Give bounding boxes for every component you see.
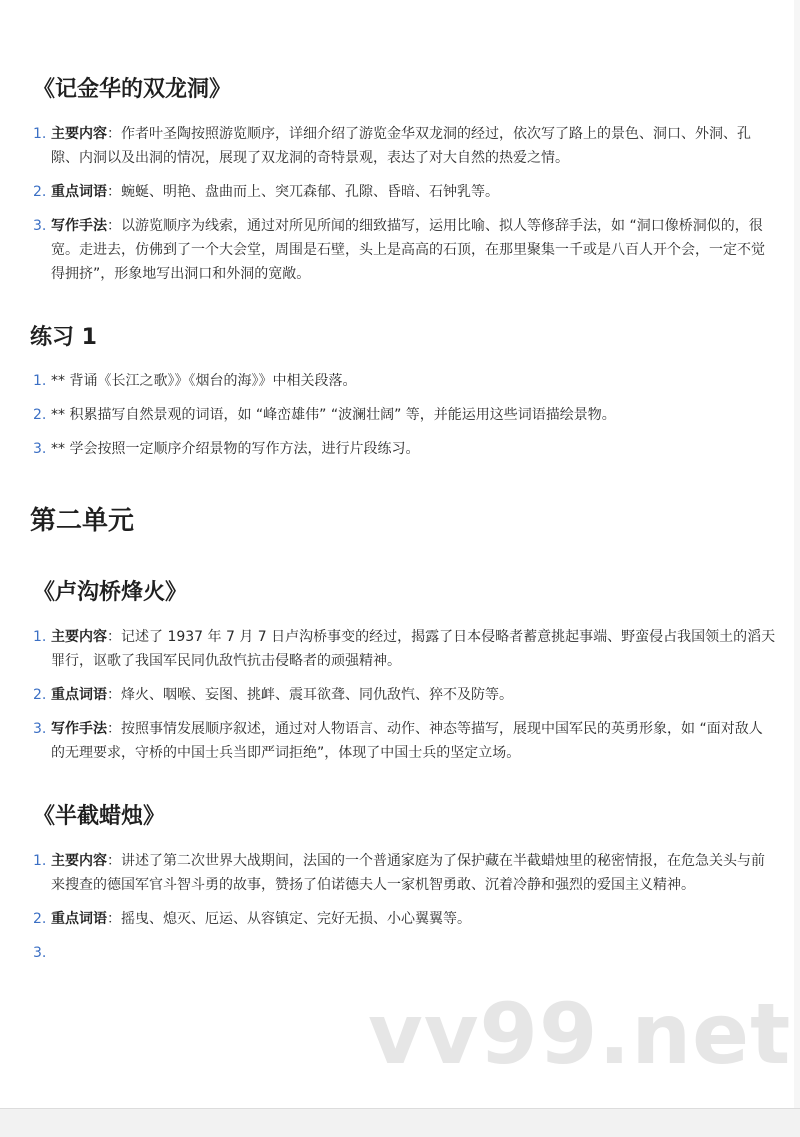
item-label: 主要内容 — [51, 126, 107, 142]
watermark: vv99.net — [368, 985, 792, 1083]
list-item — [0, 625, 800, 673]
list-number: 1. — [33, 373, 47, 389]
item-text: ：摇曳、熄灭、厄运、从容镇定、完好无损、小心翼翼等。 — [107, 911, 471, 927]
list-number: 1. — [33, 853, 47, 869]
item-label: 主要内容 — [51, 629, 107, 645]
item-text: ：按照事情发展顺序叙述，通过对人物语言、动作、神态等描写，展现中国军民的英勇形象，如 “面对敌人的无理要求，守桥的中国士兵当即严词拒绝”，体现了中国士兵的坚定立场。 — [51, 721, 763, 761]
list-lugou — [0, 625, 800, 775]
item-text: ** 背诵《长江之歌》》《烟台的海》》中相关段落。 — [51, 373, 357, 389]
list-number: 2. — [33, 687, 47, 703]
item-text: ：烽火、咽喉、妄图、挑衅、震耳欲聋、同仇敌忾、猝不及防等。 — [107, 687, 513, 703]
item-text: ：蜿蜒、明艳、盘曲而上、突兀森郁、孔隙、昏暗、石钟乳等。 — [107, 184, 499, 200]
list-number: 2. — [33, 407, 47, 423]
section-title-exercise: 练习 1 — [30, 325, 97, 350]
list-item — [0, 907, 800, 931]
item-label: 写作手法 — [51, 218, 107, 234]
item-text: ** 积累描写自然景观的词语，如 “峰峦雄伟” “波澜壮阔” 等，并能运用这些词语描绘景物。 — [51, 407, 616, 423]
item-text: ：作者叶圣陶按照游览顺序，详细介绍了游览金华双龙洞的经过，依次写了路上的景色、洞口、外洞、孔隙、内洞以及出洞的情况，展现了双龙洞的奇特景观，表达了对大自然的热爱之情。 — [51, 126, 751, 166]
list-item — [0, 717, 800, 765]
list-jinhua — [0, 122, 800, 296]
item-text: ** 学会按照一定顺序介绍景物的写作方法，进行片段练习。 — [51, 441, 420, 457]
list-item — [0, 683, 800, 707]
section-title-jinhua: 《记金华的双龙洞》 — [33, 77, 232, 102]
item-text: ：以游览顺序为线索，通过对所见所闻的细致描写，运用比喻、拟人等修辞手法，如 “洞口像桥洞似的，很宽。走进去，仿佛到了一个大会堂，周围是石壁，头上是高高的石顶，在那里聚集一千或是八百人开个会，一定不觉得拥挤”，形象地写出洞口和外洞的宽敞。 — [51, 218, 765, 282]
item-label: 写作手法 — [51, 721, 107, 737]
item-label: 主要内容 — [51, 853, 107, 869]
list-item — [0, 369, 800, 393]
list-number: 3. — [33, 945, 47, 961]
section-title-candle: 《半截蜡烛》 — [33, 804, 166, 829]
list-item — [0, 403, 800, 427]
list-number: 2. — [33, 184, 47, 200]
list-number: 1. — [33, 629, 47, 645]
list-item — [0, 180, 800, 204]
item-label: 重点词语 — [51, 184, 107, 200]
item-label: 重点词语 — [51, 687, 107, 703]
list-number: 3. — [33, 721, 47, 737]
list-exercise — [0, 369, 800, 471]
list-item — [0, 437, 800, 461]
unit-title: 第二单元 — [30, 506, 135, 536]
list-item — [0, 849, 800, 897]
list-number: 2. — [33, 911, 47, 927]
item-text: ：记述了 1937 年 7 月 7 日卢沟桥事变的经过，揭露了日本侵略者蓄意挑起事端、野蛮侵占我国领土的滔天罪行，讴歌了我国军民同仇敌忾抗击侵略者的顽强精神。 — [51, 629, 776, 669]
list-number: 1. — [33, 126, 47, 142]
list-number: 3. — [33, 441, 47, 457]
list-item — [0, 122, 800, 170]
list-number: 3. — [33, 218, 47, 234]
section-title-lugou: 《卢沟桥烽火》 — [33, 580, 188, 605]
bottom-bar — [0, 1108, 800, 1137]
item-label: 重点词语 — [51, 911, 107, 927]
item-text: ：讲述了第二次世界大战期间，法国的一个普通家庭为了保护藏在半截蜡烛里的秘密情报，在危急关头与前来搜查的德国军官斗智斗勇的故事，赞扬了伯诺德夫人一家机智勇敢、沉着冷静和强烈的爱国主义精神。 — [51, 853, 765, 893]
page-edge — [794, 0, 800, 1108]
list-item — [0, 214, 800, 286]
list-candle — [0, 849, 800, 961]
